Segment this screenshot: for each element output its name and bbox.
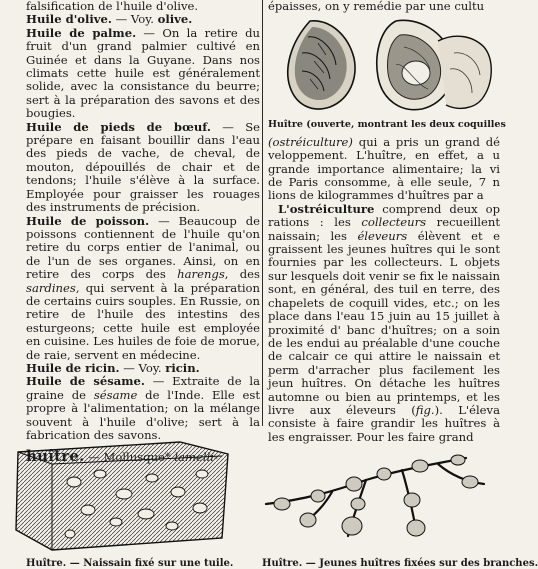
- oyster-figure: [268, 13, 500, 116]
- entry-term: Huile de sésame.: [26, 374, 145, 389]
- entry-huile-pieds-boeuf: Huile de pieds de bœuf. — Se prépare en faisant bouillir dans l'eau des pieds de vache, de cheval, de mouton, dépouillés de chair et de tendons; l'huile s'élève à la surface. Employée pour graisser les rouages des instruments de précision.: [26, 119, 260, 215]
- figure-caption: Huître (ouverte, montrant les deux coquilles: [268, 119, 506, 131]
- right-column: [268, 0, 506, 444]
- continuation-line: épaisses, on y remédie par une cultu: [268, 0, 485, 13]
- entry-term: Huile d'olive.: [26, 12, 112, 27]
- entry-huile-olive: Huile d'olive. — Voy. olive.: [26, 12, 193, 27]
- entry-term: L'ostréiculture: [278, 201, 375, 216]
- entry-term: Huile de poisson.: [26, 213, 150, 228]
- entry-huile-poisson: Huile de poisson. — Beaucoup de poissons contiennent de l'huile qu'on retire du corps entier de l'animal, ou de l'un de ses organes. Ainsi, on en retire des corps des harengs, des sardines, qui servent à la préparation de certains cuirs souples. En Russie, on retire de l'huile des intestins des esturgeons; cette huile est employée en cuisine. Les huiles de foie de morue, de raie, servent en médecine.: [26, 213, 260, 362]
- branches-with-oysters-illustration: [262, 452, 488, 556]
- oyster-open-shell: [377, 21, 491, 110]
- entry-huile-sesame: Huile de sésame. — Extraite de la graine de sésame de l'Inde. Elle est propre à l'alimentation; on la mélange souvent à l'huile d'olive; sert à la fabrication des savons.: [26, 374, 260, 442]
- entry-huile-palme: Huile de palme. — On la retire du fruit d'un grand palmier cultivé en Guinée et dans la Guyane. Dans nos climats cette huile est généralement solide, avec la consistance du beurre; sert à la préparation des savons et des bougies.: [26, 25, 260, 121]
- tile-with-spat-illustration: [12, 434, 234, 554]
- caption-tile: Huître. — Naissain fixé sur une tuile.: [26, 558, 234, 569]
- bottom-captions: [26, 558, 538, 569]
- branches-drawing: [262, 452, 488, 556]
- tile-drawing: [12, 434, 234, 554]
- entry-term: Huile de pieds de bœuf.: [26, 119, 211, 134]
- oyster-illustration: [268, 13, 500, 116]
- paragraph-ostreiculture-intro: (ostréiculture) qui a pris un grand dé veloppement. L'huître, en effet, a u grande importance alimentaire; la vi de Paris consomme, à elle seule, 7 n lions de kilogrammes d'huîtres par a: [268, 134, 500, 203]
- oyster-closed-shell: [288, 21, 355, 109]
- paragraph-ostreiculture: L'ostréiculture comprend deux op rations : les collecteurs recueillent naissain; les éleveurs élèvent et e graissent les jeunes huîtres qui le sont fournies par les collecteurs. L objets sur lesquels doit venir se fix le naissain sont, en général, des tuil en terre, des chapelets de coquill vides, etc.; on les place dans l'eau 15 juin au 15 juillet à proximité d' banc d'huîtres; on a soin de les endui au préalable d'une couche de calcair ce qui attire le naissain et perm d'arracher plus facilement les jeun huîtres. On détache les huîtres automne ou bien au printemps, et les livre aux éleveurs (fig.). L'éleva consiste à faire grandir les huîtres à les engraisser. Pour les faire grand: [268, 201, 500, 444]
- continuation-line: falsification de l'huile d'olive.: [26, 0, 199, 13]
- entry-huile-ricin: Huile de ricin. — Voy. ricin.: [26, 360, 200, 375]
- left-column: [26, 0, 260, 465]
- caption-branches: Huître. — Jeunes huîtres fixées sur des branches.: [262, 558, 538, 569]
- column-divider: [262, 0, 263, 426]
- cross-reference[interactable]: ricin.: [165, 360, 200, 375]
- cross-reference[interactable]: olive.: [157, 12, 193, 27]
- entry-term: Huile de palme.: [26, 25, 137, 40]
- entry-term: Huile de ricin.: [26, 360, 120, 375]
